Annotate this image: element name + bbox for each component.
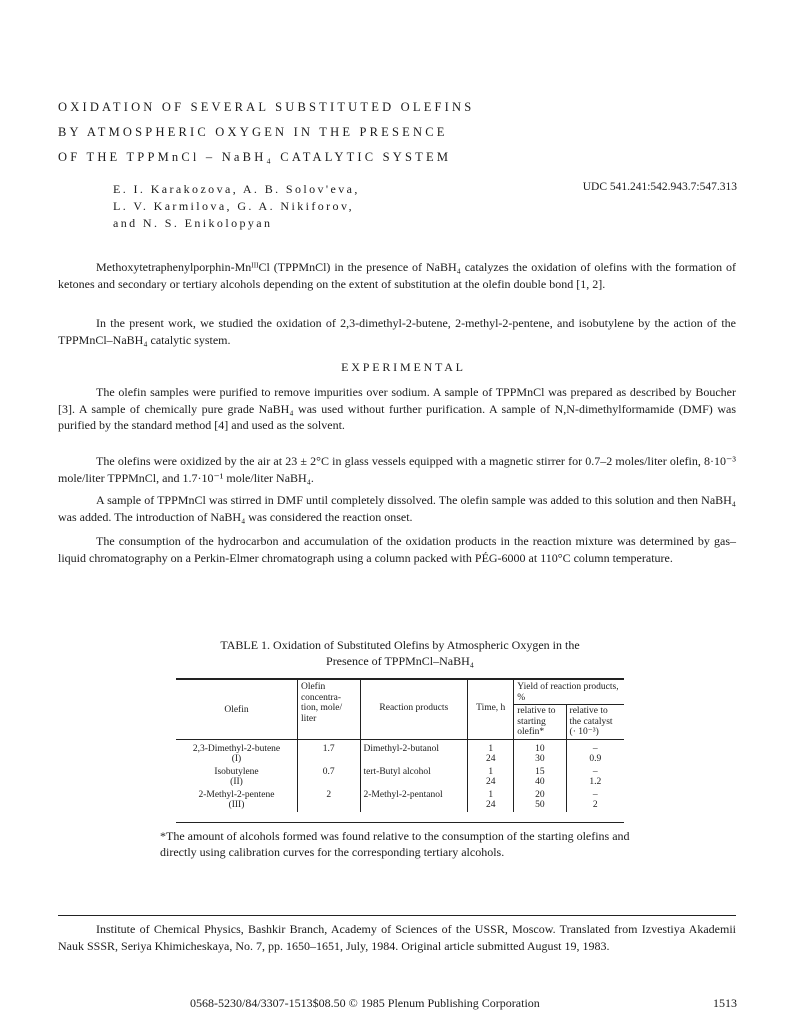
yield-olefin-value: 10 [535, 743, 545, 754]
olefin-name: Isobutylene [214, 766, 259, 777]
table-bottom-rule [176, 822, 624, 823]
authors-line-2: L. V. Karmilova, G. A. Nikiforov, [113, 199, 354, 213]
time-value: 24 [485, 754, 496, 764]
publication-code: 0568-5230/84/3307-1513$08.50 © 1985 Plenum Publishing Corporation [190, 996, 540, 1010]
experimental-paragraph-1: The olefin samples were purified to remove impurities over sodium. A sample of TPPMnCl was prepared as described by Boucher [3]. A sample of chemically pure grade NaBH₄ was used without further purification. A sample of N,N-dimethylformamide (DMF) was purified by the standard method [4] and used as the solvent. [58, 385, 736, 432]
table-row [176, 766, 624, 789]
table-caption-line-1: TABLE 1. Oxidation of Substituted Olefins by Atmospheric Oxygen in the [220, 638, 580, 652]
header-olefin: Olefin [176, 678, 297, 739]
olefin-concentration: 2 [297, 789, 360, 812]
yield-olefin-value: 30 [535, 754, 545, 764]
header-products: Reaction products [360, 678, 468, 739]
reaction-product: 2-Methyl-2-pentanol [360, 789, 468, 812]
title-line-3: OF THE TPPMnCl – NaBH₄ CATALYTIC SYSTEM [58, 150, 452, 164]
time-value: 1 [488, 789, 494, 800]
yield-olefin-value: 50 [535, 800, 545, 810]
yield-olefin-value: 20 [535, 789, 545, 800]
yield-olefin-value: 15 [535, 766, 545, 777]
olefin-number: (II) [230, 777, 243, 787]
table-row [176, 739, 624, 766]
intro-paragraph-2: In the present work, we studied the oxidation of 2,3-dimethyl-2-butene, 2-methyl-2-pentene, and isobutylene by the action of the TPPMnCl–NaBH₄ catalytic system. [58, 316, 736, 347]
header-concentration: Olefin concentra- tion, mole/ liter [297, 678, 360, 739]
yield-catalyst-value: – [592, 789, 598, 800]
footer-divider [58, 915, 736, 916]
yield-catalyst-value: – [592, 743, 598, 754]
intro-paragraph-1: Methoxytetraphenylporphin-MnᴵᴵᴵCl (TPPMnCl) in the presence of NaBH₄ catalyzes the oxidation of olefins with the formation of ketones and secondary or tertiary alcohols depending on the extent of substitution at the olefin double bond [1, 2]. [58, 260, 736, 291]
yield-catalyst-value: – [592, 766, 598, 777]
table-footnote: *The amount of alcohols formed was found relative to the consumption of the starting olefins and directly using calibration curves for the corresponding tertiary alcohols. [160, 829, 630, 859]
table-row [176, 789, 624, 812]
reaction-product: tert-Butyl alcohol [360, 766, 468, 789]
section-heading-experimental: EXPERIMENTAL [341, 360, 466, 374]
header-relative-catalyst: relative to the catalyst (· 10⁻³) [566, 705, 624, 740]
time-value: 24 [485, 800, 496, 810]
yield-catalyst-value: 0.9 [589, 754, 602, 764]
title-line-2: BY ATMOSPHERIC OXYGEN IN THE PRESENCE [58, 125, 448, 139]
results-table [176, 678, 624, 812]
olefin-concentration: 0.7 [297, 766, 360, 789]
time-value: 1 [488, 766, 494, 777]
olefin-concentration: 1.7 [297, 739, 360, 766]
yield-catalyst-value: 2 [592, 800, 598, 810]
page-number: 1513 [713, 996, 737, 1010]
affiliation-note: Institute of Chemical Physics, Bashkir Branch, Academy of Sciences of the USSR, Moscow. Translated from Izvestiya Akademii Nauk SSSR, Seriya Khimicheskaya, No. 7, pp. 1650–1651, July, 1984. Original article submitted August 19, 1983. [58, 922, 736, 953]
experimental-paragraph-2: The olefins were oxidized by the air at 23 ± 2°C in glass vessels equipped with a magnetic stirrer for 0.7–2 moles/liter olefin, 8·10⁻³ mole/liter TPPMnCl, and 1.7·10⁻¹ mole/liter NaBH₄. [58, 454, 736, 485]
time-value: 1 [488, 743, 494, 754]
udc-code: UDC 541.241:542.943.7:547.313 [582, 181, 737, 193]
experimental-paragraph-4: The consumption of the hydrocarbon and accumulation of the oxidation products in the reaction mixture was determined by gas–liquid chromatography on a Perkin-Elmer chromatograph using a column packed with PÉG-6000 at 110°C column temperature. [58, 534, 736, 565]
authors-line-1: E. I. Karakozova, A. B. Solov'eva, [113, 182, 360, 196]
olefin-number: (III) [228, 800, 245, 810]
olefin-number: (I) [231, 754, 242, 764]
reaction-product: Dimethyl-2-butanol [360, 739, 468, 766]
olefin-name: 2-Methyl-2-pentene [198, 789, 275, 800]
yield-olefin-value: 40 [535, 777, 545, 787]
yield-catalyst-value: 1.2 [589, 777, 602, 787]
table-caption-line-2: Presence of TPPMnCl–NaBH₄ [326, 654, 474, 668]
authors-line-3: and N. S. Enikolopyan [113, 216, 273, 230]
header-yield: Yield of reaction products, % [514, 678, 624, 705]
header-time: Time, h [468, 678, 514, 739]
header-relative-olefin: relative to starting olefin* [514, 705, 566, 740]
olefin-name: 2,3-Dimethyl-2-butene [192, 743, 281, 754]
experimental-paragraph-3: A sample of TPPMnCl was stirred in DMF until completely dissolved. The olefin sample was added to this solution and then NaBH₄ was added. The introduction of NaBH₄ was considered the reaction onset. [58, 493, 736, 524]
title-line-1: OXIDATION OF SEVERAL SUBSTITUTED OLEFINS [58, 100, 475, 114]
time-value: 24 [485, 777, 496, 787]
